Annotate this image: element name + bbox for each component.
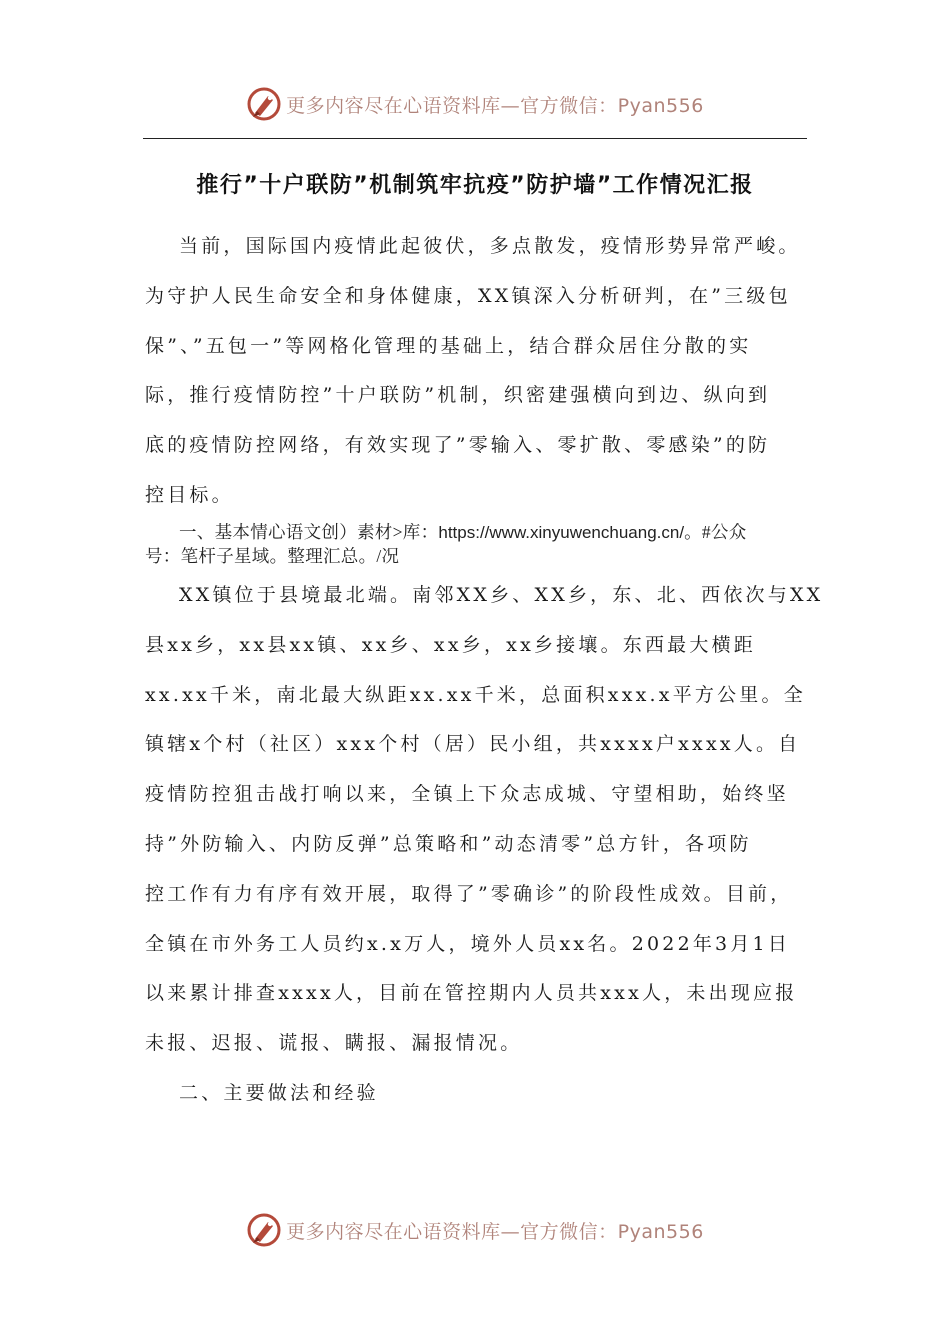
text-line: 当前，国际国内疫情此起彼伏，多点散发，疫情形势异常严峻。 <box>179 235 801 257</box>
banner-caption: 更多内容尽在心语资料库—官方微信： <box>286 1220 618 1243</box>
pen-logo-icon <box>246 1212 282 1248</box>
watermark-url: https://www.xinyuwenchuang.cn/ <box>438 523 685 542</box>
text-line: 为守护人民生命安全和身体健康，XX镇深入分析研判，在”三级包 <box>145 284 791 307</box>
text-line: 保”、”五包一”等网格化管理的基础上，结合群众居住分散的实 <box>145 334 752 357</box>
banner-text <box>286 1217 704 1244</box>
text-line: 以来累计排查xxxx人，目前在管控期内人员共xxx人，未出现应报 <box>145 982 798 1005</box>
banner-text <box>286 91 704 118</box>
header-banner <box>0 84 950 124</box>
text-line: 持”外防输入、内防反弹”总策略和”动态清零”总方针，各项防 <box>145 832 752 855</box>
text-line: 控工作有力有序有效开展，取得了”零确诊”的阶段性成效。目前， <box>145 882 793 905</box>
paragraph-intro <box>145 222 807 521</box>
text-line: 控目标。 <box>145 483 234 506</box>
paragraph-basic-info <box>145 571 824 1069</box>
text-line: 全镇在市外务工人员约x.x万人，境外人员xx名。2022年3月1日 <box>145 932 791 955</box>
heading-text-tail: 。#公众 <box>684 522 747 542</box>
wechat-id: Pyan556 <box>617 94 704 117</box>
text-line: 县xx乡，xx县xx镇、xx乡、xx乡，xx乡接壤。东西最大横距 <box>145 633 756 656</box>
footer-banner <box>0 1210 950 1250</box>
text-line: 底的疫情防控网络，有效实现了”零输入、零扩散、零感染”的防 <box>145 434 771 457</box>
text-line: xx.xx千米，南北最大纵距xx.xx千米，总面积xxx.x平方公里。全 <box>145 683 806 706</box>
heading-text: 一、基本情心语文创）素材>库： <box>179 522 439 542</box>
pen-logo-icon <box>246 86 282 122</box>
text-line: 镇辖x个村（社区）xxx个村（居）民小组，共xxxx户xxxx人。自 <box>145 733 801 756</box>
banner-caption: 更多内容尽在心语资料库—官方微信： <box>286 94 618 117</box>
text-line: XX镇位于县境最北端。南邻XX乡、XX乡，东、北、西依次与XX <box>179 584 824 606</box>
text-line: 疫情防控狙击战打响以来，全镇上下众志成城、守望相助，始终坚 <box>145 783 789 806</box>
text-line: 号：笔杆子星域。整理汇总。/况 <box>145 546 400 566</box>
section-heading-practices <box>145 1069 807 1119</box>
text-line: 际，推行疫情防控”十户联防”机制，织密建强横向到边、纵向到 <box>145 384 771 407</box>
header-rule <box>143 138 807 139</box>
text-line: 未报、迟报、谎报、瞒报、漏报情况。 <box>145 1032 523 1055</box>
document-title: 推行”十户联防”机制筑牢抗疫”防护墙”工作情况汇报 <box>196 173 754 198</box>
text-line <box>145 520 807 544</box>
text-line: 二、主要做法和经验 <box>179 1082 379 1104</box>
section-heading-basic <box>145 520 807 568</box>
wechat-id: Pyan556 <box>617 1220 704 1243</box>
